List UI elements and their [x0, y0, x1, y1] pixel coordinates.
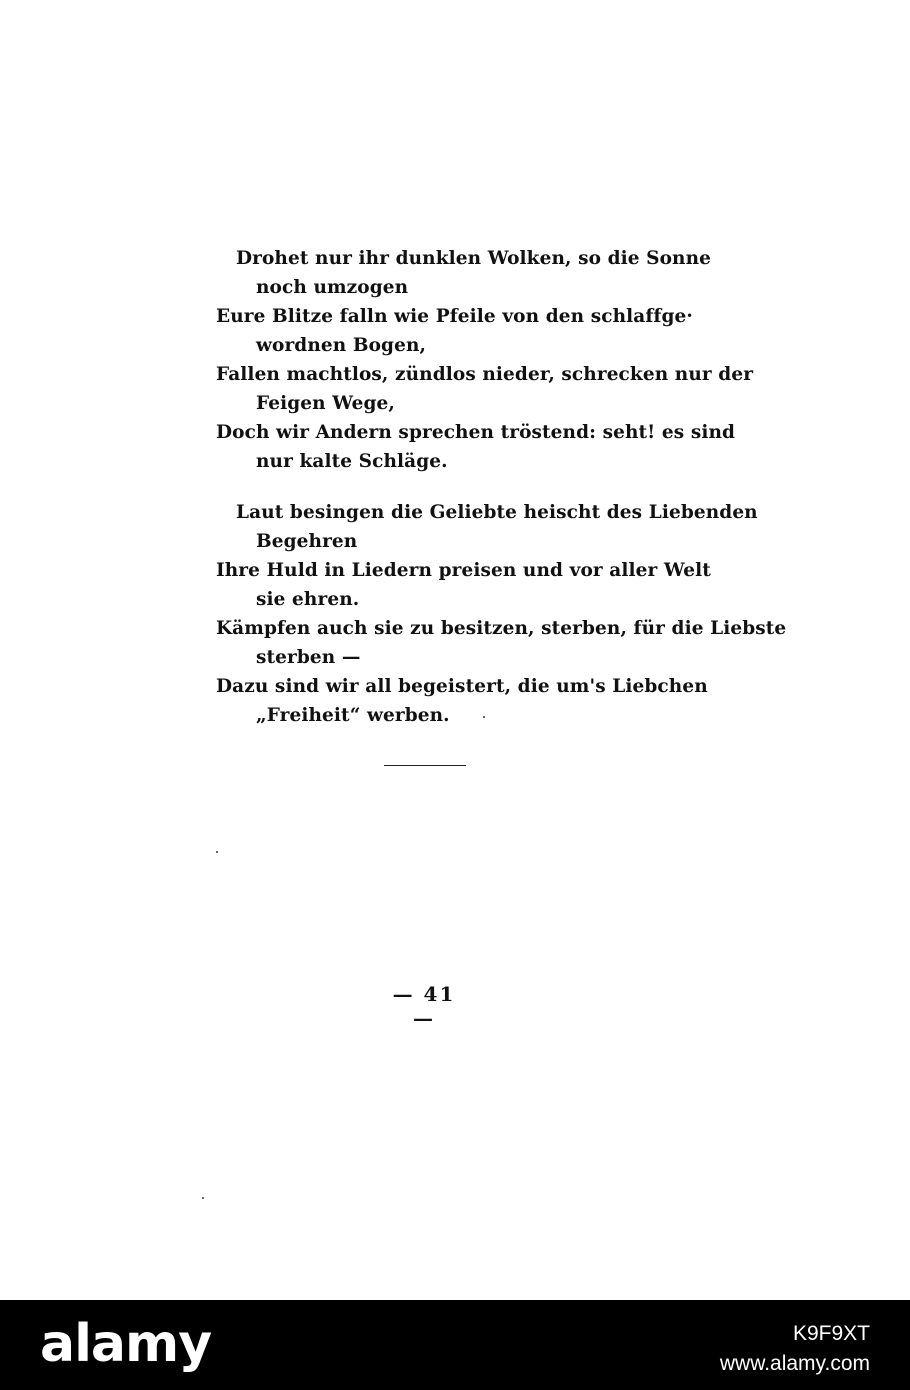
verse-line: Kämpfen auch sie zu besitzen, sterben, für die Liebste	[216, 618, 787, 639]
alamy-logo: alamy	[40, 1314, 212, 1374]
verse-line-continuation: noch umzogen	[256, 277, 409, 298]
verse-line: Eure Blitze falln wie Pfeile von den schlaffge·	[216, 306, 693, 327]
verse-line: Drohet nur ihr dunklen Wolken, so die Sonne	[236, 248, 712, 269]
verse-line-continuation: Begehren	[256, 531, 358, 552]
verse-line: Ihre Huld in Liedern preisen und vor aller Welt	[216, 560, 711, 581]
verse-line: Fallen machtlos, zündlos nieder, schrecken nur der	[216, 364, 754, 385]
verse-line: Laut besingen die Geliebte heischt des Liebenden	[236, 502, 758, 523]
verse-line-continuation: sie ehren.	[256, 589, 360, 610]
verse-line-continuation: wordnen Bogen,	[256, 335, 427, 356]
poem	[216, 244, 787, 730]
print-speck	[483, 716, 485, 718]
verse-line: Doch wir Andern sprechen tröstend: seht! es sind	[216, 422, 736, 443]
print-speck	[202, 1197, 204, 1199]
print-speck	[216, 851, 218, 853]
watermark-banner	[0, 1300, 910, 1390]
verse-line-continuation: sterben —	[256, 647, 361, 668]
verse-line-continuation: „Freiheit“ werben.	[256, 705, 450, 726]
verse-line-continuation: nur kalte Schläge.	[256, 451, 448, 472]
page-number: — 41 —	[392, 982, 456, 1030]
stanza-gap	[216, 476, 646, 498]
watermark-url: www.alamy.com	[719, 1352, 870, 1375]
stanza-2	[216, 498, 787, 730]
stanza-1	[216, 244, 754, 476]
section-divider	[384, 765, 466, 766]
image-code: K9F9XT	[792, 1322, 870, 1345]
verse-line-continuation: Feigen Wege,	[256, 393, 395, 414]
verse-line: Dazu sind wir all begeistert, die um's Liebchen	[216, 676, 708, 697]
